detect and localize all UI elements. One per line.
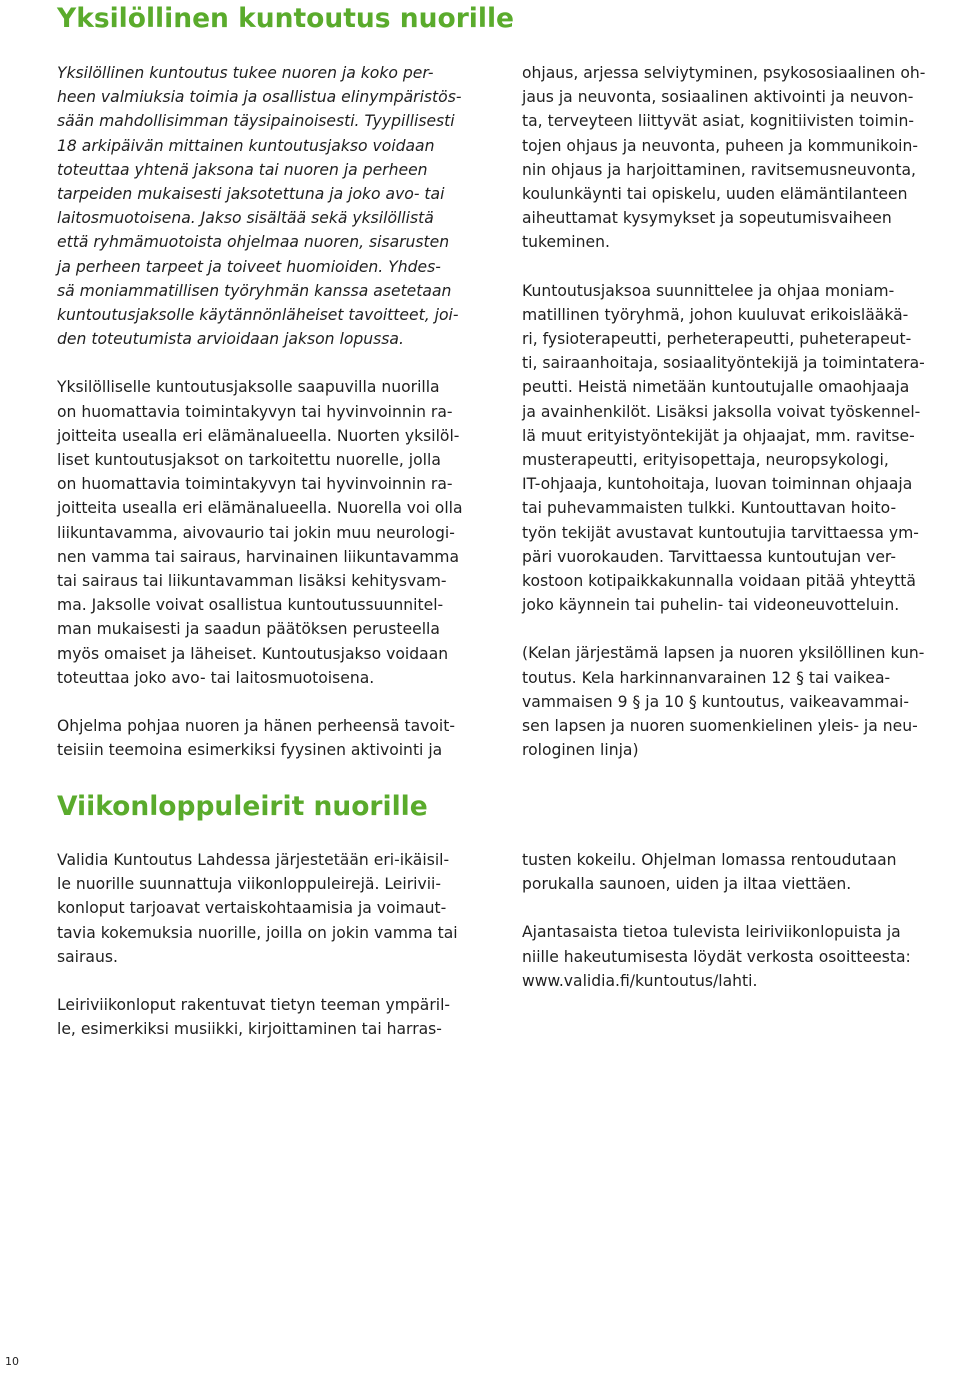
text-line: toteuttaa yhtenä jaksona tai nuoren ja perheen — [57, 160, 428, 179]
text-line: ja perheen tarpeet ja toiveet huomioiden. Yhdes- — [57, 257, 441, 276]
text-line: tai sairaus tai liikuntavamman lisäksi kehitysvam- — [57, 572, 447, 591]
text-line: myös omaiset ja läheiset. Kuntoutusjakso voidaan — [57, 644, 449, 663]
body-paragraph — [57, 714, 507, 762]
text-line: man mukaisesti ja saadun päätöksen perusteella — [57, 620, 440, 639]
text-line: vammaisen 9 § ja 10 § kuntoutus, vaikeavammai- — [522, 692, 909, 711]
text-line: porukalla saunoen, uiden ja iltaa viettäen. — [522, 875, 852, 894]
text-line: kuntoutusjaksolle käytännönläheiset tavoitteet, joi- — [57, 306, 459, 325]
text-line: joko käynnein tai puhelin- tai videoneuvotteluin. — [522, 596, 900, 615]
text-line: matillinen työryhmä, johon kuuluvat erikoislääkä- — [522, 305, 909, 324]
text-line: toutus. Kela harkinnanvarainen 12 § tai vaikea- — [522, 668, 891, 687]
body-paragraph — [522, 641, 960, 762]
text-line: sään mahdollisimman täysipainoisesti. Tyypillisesti — [57, 112, 455, 131]
text-line: tukeminen. — [522, 233, 610, 252]
text-line: tusten kokeilu. Ohjelman lomassa rentoudutaan — [522, 851, 897, 869]
text-line: sen lapsen ja nuoren suomenkielinen yleis- ja neu- — [522, 717, 918, 736]
text-line: nin ohjaus ja harjoittaminen, ravitsemusneuvonta, — [522, 160, 917, 179]
text-line: Leiriviikonloput rakentuvat tietyn teeman ympäril- — [57, 996, 451, 1015]
text-line: on huomattavia toimintakyvyn tai hyvinvoinnin ra- — [57, 402, 453, 421]
text-line: joitteita usealla eri elämänalueella. Nuorella voi olla — [57, 499, 463, 518]
text-line: koulunkäynti tai opiskelu, uuden elämäntilanteen — [522, 185, 908, 204]
right-column — [522, 61, 960, 762]
text-line: tai puhevammaisten tulkki. Kuntouttavan hoito- — [522, 499, 897, 518]
text-line: nen vamma tai sairaus, harvinainen liikuntavamma — [57, 547, 460, 566]
body-paragraph — [522, 279, 960, 618]
text-line: musterapeutti, erityisopettaja, neuropsykologi, — [522, 451, 889, 470]
text-line: ti, sairaanhoitaja, sosiaalityöntekijä ja toimintatera- — [522, 354, 925, 373]
text-line: ohjaus, arjessa selviytyminen, psykososiaalinen oh- — [522, 64, 926, 82]
left-column — [57, 848, 507, 1041]
text-line: Yksilöllinen kuntoutus tukee nuoren ja koko per- — [57, 64, 434, 82]
text-line: Yksilölliselle kuntoutusjaksolle saapuvilla nuorilla — [57, 378, 440, 397]
body-paragraph — [522, 920, 960, 993]
text-line: Validia Kuntoutus Lahdessa järjestetään eri-ikäisil- — [57, 851, 450, 869]
text-line: tavia kokemuksia nuorille, joilla on jokin vamma tai — [57, 923, 458, 942]
text-line: työn tekijät avustavat kuntoutujia tarvittaessa ym- — [522, 523, 919, 542]
page-number: 10 — [5, 1355, 19, 1368]
text-line: Ajantasaista tietoa tulevista leiriviikonlopuista ja — [522, 923, 901, 942]
text-line: aiheuttamat kysymykset ja sopeutumisvaiheen — [522, 209, 892, 228]
text-line: jaus ja neuvonta, sosiaalinen aktivointi ja neuvon- — [522, 88, 914, 107]
text-line: liset kuntoutusjaksot on tarkoitettu nuorelle, jolla — [57, 451, 441, 470]
text-line: ma. Jaksolle voivat osallistua kuntoutussuunnitel- — [57, 596, 444, 615]
body-paragraph — [57, 375, 507, 690]
text-line: lä muut erityistyöntekijät ja ohjaajat, mm. ravitse- — [522, 426, 915, 445]
text-line: liikuntavamma, aivovaurio tai jokin muu neurologi- — [57, 523, 455, 542]
text-line: Kuntoutusjaksoa suunnittelee ja ohjaa moniam- — [522, 281, 895, 300]
intro-paragraph — [57, 61, 507, 351]
text-line: www.validia.fi/kuntoutus/lahti. — [522, 971, 758, 990]
text-line: päri vuorokauden. Tarvittaessa kuntoutujan ver- — [522, 547, 896, 566]
body-paragraph — [522, 61, 960, 255]
text-line: ri, fysioterapeutti, perheterapeutti, puheterapeut- — [522, 330, 912, 349]
text-line: toteuttaa joko avo- tai laitosmuotoisena. — [57, 668, 375, 687]
text-line: tojen ohjaus ja neuvonta, puheen ja kommunikoin- — [522, 136, 919, 155]
body-paragraph — [57, 993, 507, 1041]
text-line: IT-ohjaaja, kuntohoitaja, luovan toiminnan ohjaaja — [522, 475, 913, 494]
text-line: le nuorille suunnattuja viikonloppuleirejä. Leirivii- — [57, 875, 441, 894]
text-line: laitosmuotoisena. Jakso sisältää sekä yksilöllistä — [57, 209, 434, 228]
body-paragraph — [57, 848, 507, 969]
text-line: peutti. Heistä nimetään kuntoutujalle omaohjaaja — [522, 378, 910, 397]
text-line: ta, terveyteen liittyvät asiat, kognitiivisten toimin- — [522, 112, 914, 131]
body-paragraph — [522, 848, 960, 896]
text-line: ja avainhenkilöt. Lisäksi jaksolla voivat työskennel- — [522, 402, 921, 421]
text-line: Ohjelma pohjaa nuoren ja hänen perheensä tavoit- — [57, 717, 455, 736]
text-line: (Kelan järjestämä lapsen ja nuoren yksilöllinen kun- — [522, 644, 925, 663]
right-column — [522, 848, 960, 993]
text-line: konloput tarjoavat vertaiskohtaamisia ja voimaut- — [57, 899, 447, 918]
text-line: den toteutumista arvioidaan jakson lopussa. — [57, 330, 404, 349]
text-line: 18 arkipäivän mittainen kuntoutusjakso voidaan — [57, 136, 435, 155]
text-line: le, esimerkiksi musiikki, kirjoittaminen tai harras- — [57, 1020, 442, 1039]
text-line: joitteita usealla eri elämänalueella. Nuorten yksilöl- — [57, 426, 460, 445]
left-column — [57, 61, 507, 762]
text-line: heen valmiuksia toimia ja osallistua elinympäristös- — [57, 88, 462, 107]
text-line: kostoon kotipaikkakunnalla voidaan pitää yhteyttä — [522, 572, 916, 591]
section-heading-yksilollinen-kuntoutus: Yksilöllinen kuntoutus nuorille — [57, 3, 514, 34]
text-line: sairaus. — [57, 947, 118, 966]
text-line: on huomattavia toimintakyvyn tai hyvinvoinnin ra- — [57, 475, 453, 494]
text-line: niille hakeutumisesta löydät verkosta osoitteesta: — [522, 947, 911, 966]
text-line: sä moniammatillisen työryhmän kanssa asetetaan — [57, 281, 452, 300]
text-line: rologinen linja) — [522, 741, 639, 760]
section-heading-viikonloppuleirit: Viikonloppuleirit nuorille — [57, 791, 428, 822]
text-line: että ryhmämuotoista ohjelmaa nuoren, sisarusten — [57, 233, 450, 252]
text-line: teisiin teemoina esimerkiksi fyysinen aktivointi ja — [57, 741, 443, 760]
text-line: tarpeiden mukaisesti jaksotettuna ja joko avo- tai — [57, 185, 445, 204]
